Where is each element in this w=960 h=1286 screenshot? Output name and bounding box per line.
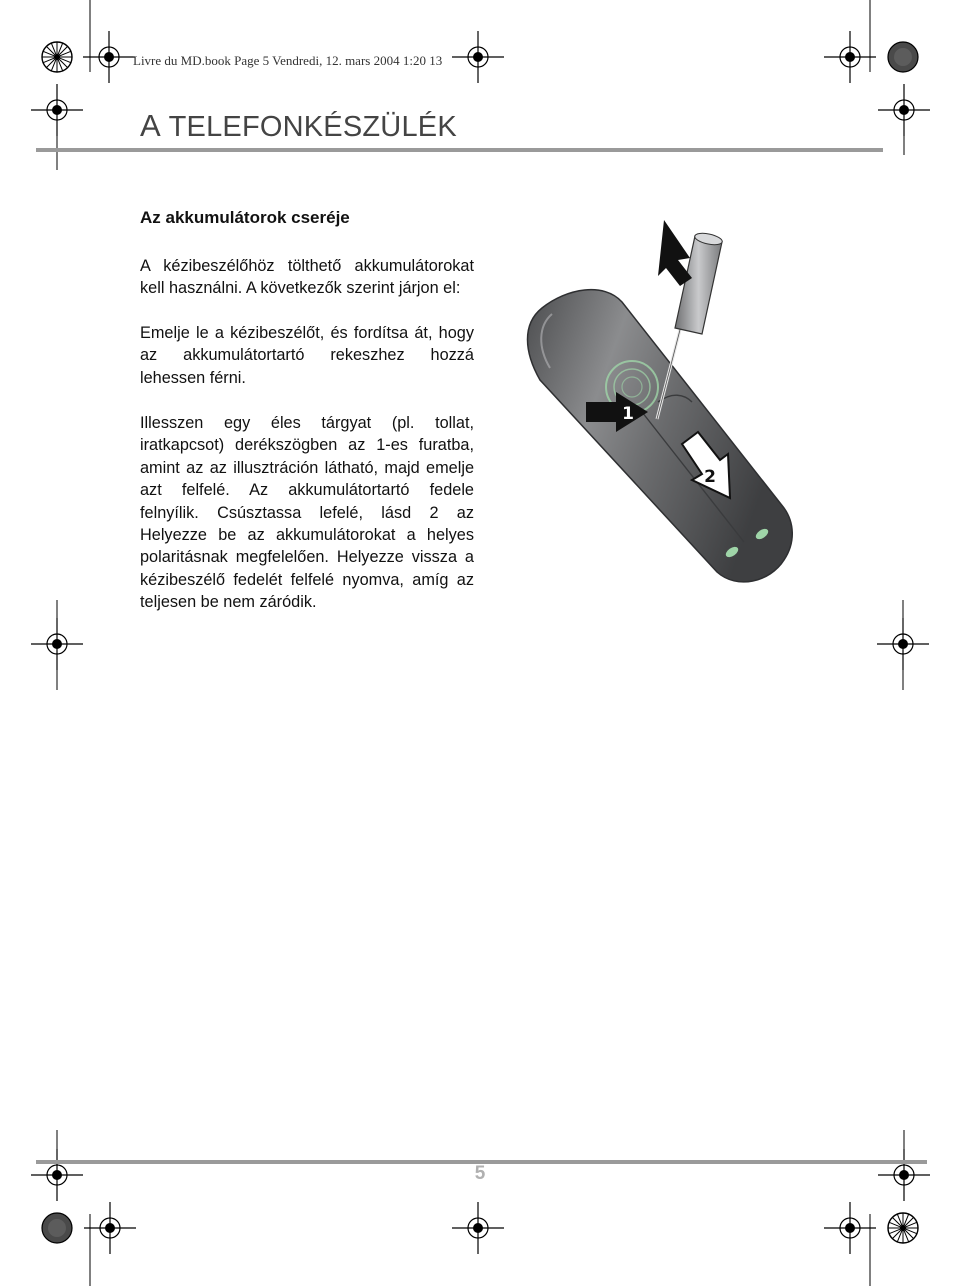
paragraph-turn-handset bbox=[140, 322, 474, 389]
paragraph-instructions bbox=[140, 412, 474, 614]
title-initial: A bbox=[140, 108, 161, 143]
text-line: Helyezze be az akkumulátorokat a helyes bbox=[140, 525, 474, 544]
step-2-label: 2 bbox=[704, 467, 716, 487]
text-line: Illesszen egy éles tárgyat (pl. tollat, bbox=[140, 414, 474, 432]
handset-body bbox=[528, 290, 793, 582]
text-line: kézibeszélő fedelét felfelé nyomva, amíg az bbox=[140, 570, 474, 589]
text-line: felnyílik. Csúsztassa lefelé, lásd 2 az bbox=[140, 503, 474, 522]
text-line: kell használni. A következők szerint járjon el: bbox=[140, 279, 461, 298]
paragraph-intro bbox=[140, 255, 474, 300]
text-line: azt felfelé. Az akkumulátortartó fedele bbox=[140, 481, 474, 500]
title-rule bbox=[36, 148, 883, 152]
text-line: lehessen férni. bbox=[140, 368, 246, 387]
title-rest: TELEFONKÉSZÜLÉK bbox=[160, 111, 457, 143]
starburst-mark bbox=[42, 42, 72, 72]
text-line: A kézibeszélőhöz tölthető akkumulátorokat bbox=[140, 257, 474, 275]
text-line: az akkumulátortartó rekeszhez hozzá bbox=[140, 346, 474, 365]
text-line: iratkapcsot) derékszögben az 1-es furatba, bbox=[140, 436, 474, 455]
page-title bbox=[140, 108, 457, 144]
text-line: amint az az illusztráción látható, majd emelje bbox=[140, 458, 474, 477]
step-1-label: 1 bbox=[622, 404, 634, 424]
text-line: Emelje le a kézibeszélőt, és fordítsa át, hogy bbox=[140, 324, 474, 342]
text-line: polaritásnak megfelelően. Helyezze vissza a bbox=[140, 548, 474, 567]
handset-illustration bbox=[512, 212, 812, 602]
book-header: Livre du MD.book Page 5 Vendredi, 12. mars 2004 1:20 13 bbox=[133, 53, 443, 68]
text-line: teljesen be nem záródik. bbox=[140, 593, 317, 612]
lift-arrow-icon bbox=[658, 220, 692, 286]
section-heading: Az akkumulátorok cseréje bbox=[140, 208, 350, 227]
page-number: 5 bbox=[474, 1163, 486, 1184]
